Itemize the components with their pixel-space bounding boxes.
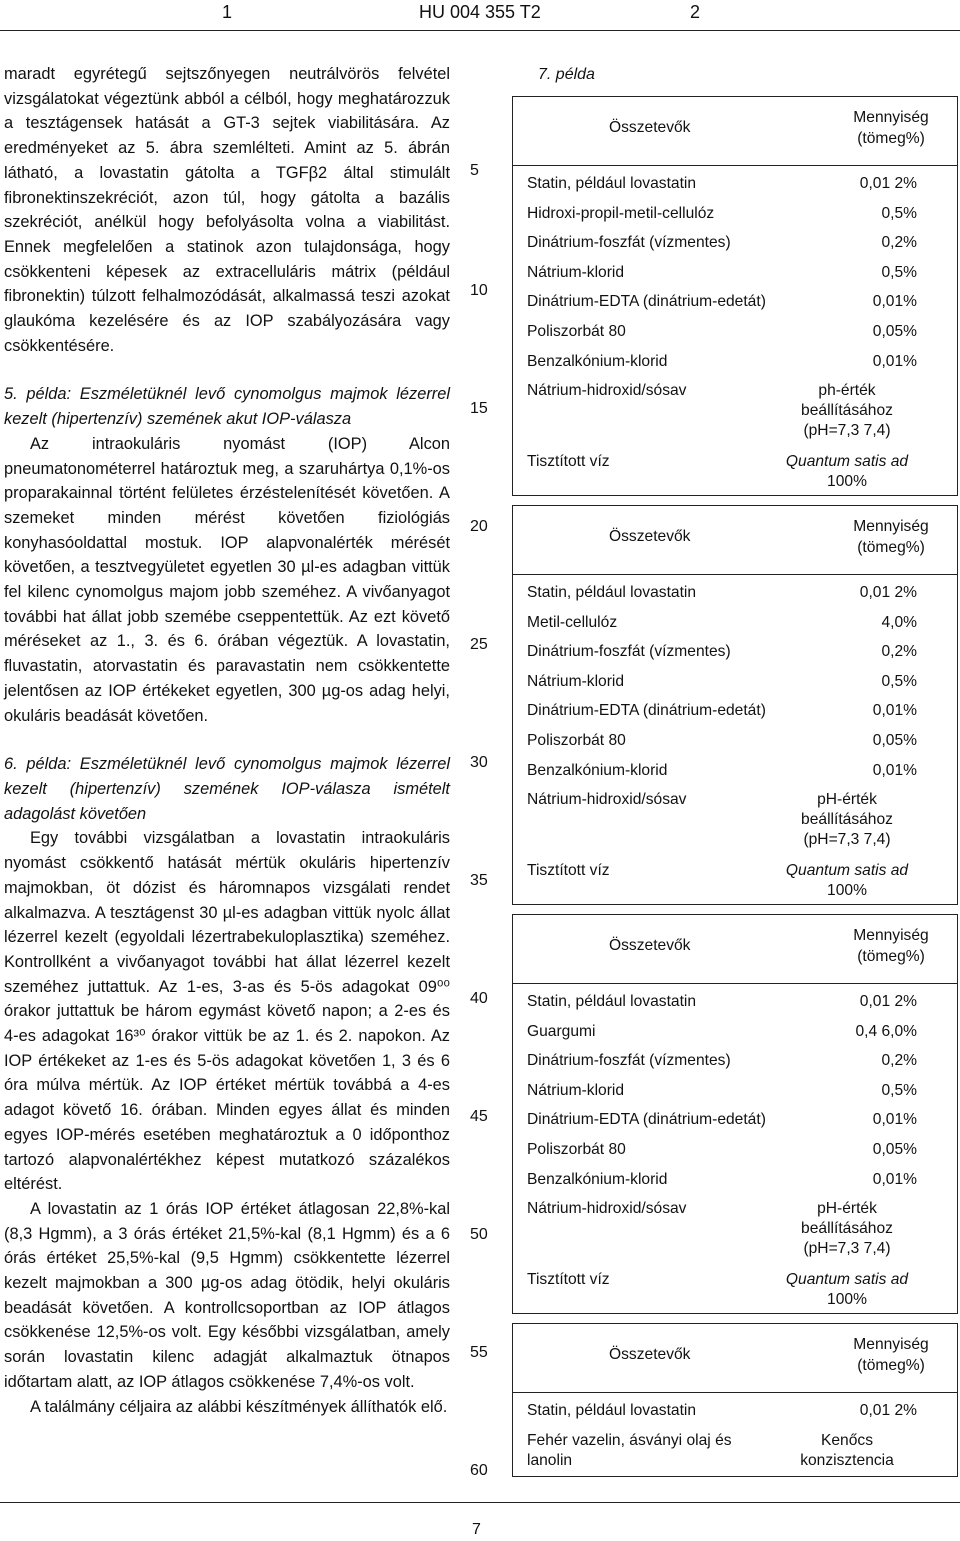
- header-rule: [0, 30, 960, 31]
- ingredient-value: 0,01 2%: [859, 584, 917, 601]
- line-number: 20: [470, 518, 488, 535]
- ingredient-value: 0,2%: [881, 643, 917, 661]
- line-number: 40: [470, 990, 488, 1007]
- ingredient-value: [777, 790, 917, 850]
- header-quantity: [831, 1334, 951, 1376]
- ingredient-name: Statin, például lovastatin: [527, 584, 697, 601]
- paragraph-intro: maradt egyrétegű sejtszőnyegen neutrálvörös felvétel vizsgálatokat végeztünk abból a célból, hogy meghatározzuk a tesztágensek hatását a GT-3 sejtek viabilitására. Az eredményeket az 5. ábra szemlélteti. Amint az 5. ábrán látható, a lovastatin gátolta a TGFβ2 által stimulált fibronektinszekréciót, azon túl, hogy gátolta a bazális szekréciót, anélkül hogy befolyásolta volna a viabilitást. Ennek megfelelően a statinok azon tulajdonsága, hogy csökkenteni képesek az extracelluláris mátrix (például fibronektin) túlzott felhalmozódását, alkalmassá teszi azokat glaukóma kezelésére és az IOP szabályozására vagy csökkentésére.: [4, 65, 450, 355]
- table-row: [513, 1170, 957, 1200]
- paragraph-results: A lovastatin az 1 órás IOP értéket átlagosan 22,8%-kal (8,3 Hgmm), a 3 órás értéket 21,5%-kal (8,1 Hgmm) és a 6 órás értéket 25,5%-kal (9,5 Hgmm) csökkentette lézerrel kezelt majmokban a 300 µg-os adag ötödik, helyi okuláris beadását követően. A kontrollcsoportban az IOP átlagos csökkenése 12,5%-os volt. Egy későbbi vizsgálatban, amely során lovastatin kilenc adagját alkalmaztuk ötnapos időtartam alatt, az IOP átlagos csökkenése 7,4%-os volt.: [4, 1199, 450, 1391]
- line-number: 30: [470, 754, 488, 771]
- ingredient-name: Dinátrium-foszfát (vízmentes): [527, 234, 731, 252]
- ingredient-name: Dinátrium-EDTA (dinátrium-edetát): [527, 1111, 766, 1129]
- consistency-line-1: Kenőcs: [820, 1431, 873, 1449]
- qs-line-1: Quantum satis ad: [785, 453, 909, 471]
- ingredient-value: [777, 381, 917, 441]
- ingredient-name: Statin, például lovastatin: [527, 993, 697, 1010]
- header-quantity: [831, 107, 951, 149]
- line-number: 35: [470, 872, 488, 889]
- ingredient-value: 0,01%: [872, 1170, 917, 1188]
- ph-line-3: (pH=7,3 7,4): [803, 422, 891, 440]
- header-quantity: [831, 516, 951, 558]
- ingredient-name: Dinátrium-foszfát (vízmentes): [527, 1052, 731, 1070]
- heading-example-5: [4, 382, 450, 431]
- ingredient-name: Poliszorbát 80: [527, 1140, 626, 1158]
- ingredient-value: 0,05%: [872, 731, 917, 749]
- header-quantity-line1: Mennyiség: [853, 109, 929, 126]
- header-ingredients: Összetevők: [609, 937, 691, 954]
- ingredient-name: Poliszorbát 80: [527, 731, 626, 749]
- header-ingredients: Összetevők: [609, 528, 691, 545]
- ingredient-name: Metil-cellulóz: [527, 613, 618, 631]
- table-row: [513, 1199, 957, 1270]
- ingredient-name: Statin, például lovastatin: [527, 1402, 697, 1419]
- ingredient-value: 0,2%: [881, 234, 917, 252]
- paragraph-example-6: Egy további vizsgálatban a lovastatin intraokuláris nyomást csökkentő hatását mértük okuláris hipertenzív majmokban, öt dózist és háromnapos vizsgálati rendet alkalmazva. A tesztágenst 30 µl-es adagban vittük nyolc állat lézerrel kezelt (egyoldali lézertrabekuloplasztika) szeméhez. Kontrollként a vivőanyagot további hat állat lézerrel kezelt szeméhez juttattuk. Az 1-es, 3-as és 5-ös adagokat 09⁰⁰ órakor juttattuk be három egymást követő napon; a 2-es és 4-es adagokat 16³⁰ órakor vittük be az 1. és 2. napokon. Az IOP értékeket az 1-es és 5-ös adagokat követően 1, 3 és 6 óra múlva mértük. Az IOP értéket mértük továbbá a 4-es adagot követő 16. órában. Minden egyes állat és minden egyes IOP-mérés esetében meghatároztuk a 0 időponthoz tartozó alapvonalértékhez képest mutatkozó százalékos eltérést.: [4, 829, 450, 1194]
- ingredient-value: 0,5%: [881, 672, 917, 690]
- ingredient-name: Benzalkónium-klorid: [527, 761, 668, 779]
- ph-line-3: (pH=7,3 7,4): [803, 1240, 891, 1258]
- table-header: [513, 506, 957, 575]
- header-quantity: [831, 925, 951, 967]
- table-row: [513, 992, 957, 1022]
- header-quantity-line2: (tömeg%): [857, 948, 925, 965]
- heading-example-6: [4, 752, 450, 826]
- table-row: [513, 1401, 957, 1431]
- example-7-title: 7. példa: [538, 66, 595, 83]
- ph-line-3: (pH=7,3 7,4): [803, 831, 891, 849]
- ingredient-name: Fehér vazelin, ásványi olaj és lanolin: [527, 1431, 732, 1469]
- ingredient-value: [777, 452, 917, 492]
- ingredient-value: 0,01%: [872, 761, 917, 779]
- page-number-footer: 7: [472, 1521, 481, 1538]
- ingredient-name: Tisztított víz: [527, 453, 610, 471]
- table-row: [513, 1140, 957, 1170]
- footer-rule: [0, 1502, 960, 1503]
- header-quantity-line1: Mennyiség: [853, 1336, 929, 1353]
- ingredient-value: [777, 1431, 917, 1471]
- qs-line-1: Quantum satis ad: [785, 862, 909, 880]
- table-row: [513, 292, 957, 322]
- header-quantity-line1: Mennyiség: [853, 927, 929, 944]
- line-number: 15: [470, 400, 488, 417]
- ingredient-name: Benzalkónium-klorid: [527, 1170, 668, 1188]
- formulation-table-2: [512, 505, 958, 905]
- page-header: [0, 0, 960, 30]
- table-row: [513, 452, 957, 496]
- heading-example-5-text: 5. példa: Eszméletüknél levő cynomolgus majmok lézerrel kezelt (hipertenzív) szemének akut IOP-válasza: [4, 385, 450, 429]
- table-header: [513, 1324, 957, 1393]
- table-row: [513, 861, 957, 905]
- table-row: [513, 1270, 957, 1314]
- ingredient-name: Statin, például lovastatin: [527, 175, 697, 192]
- ingredient-value: 0,5%: [881, 263, 917, 281]
- header-quantity-line2: (tömeg%): [857, 539, 925, 556]
- line-number: 10: [470, 282, 488, 299]
- table-row: [513, 583, 957, 613]
- line-number: 55: [470, 1344, 488, 1361]
- ingredient-value: 0,01 2%: [859, 993, 917, 1010]
- document-id: HU 004 355 T2: [419, 2, 541, 22]
- ingredient-value: 4,0%: [881, 613, 917, 631]
- ph-line-2: beállításához: [801, 811, 893, 829]
- table-row: [513, 672, 957, 702]
- ingredient-name: Poliszorbát 80: [527, 322, 626, 340]
- header-ingredients: Összetevők: [609, 1346, 691, 1363]
- page-number-left: 1: [222, 2, 233, 22]
- qs-line-2: 100%: [827, 473, 867, 491]
- header-quantity-line2: (tömeg%): [857, 1357, 925, 1374]
- ingredient-name: Tisztított víz: [527, 1271, 610, 1289]
- table-row: [513, 381, 957, 452]
- header-ingredients: Összetevők: [609, 119, 691, 136]
- ingredient-name: Guargumi: [527, 1022, 596, 1040]
- ingredient-value: 0,5%: [881, 1081, 917, 1099]
- ph-line-1: pH-érték: [817, 791, 877, 809]
- table-row: [513, 352, 957, 382]
- ingredient-value: 0,5%: [881, 204, 917, 222]
- qs-line-2: 100%: [827, 1291, 867, 1309]
- formulation-table-3: [512, 914, 958, 1314]
- ingredient-value: 0,01 2%: [859, 175, 917, 192]
- ingredient-name: Hidroxi-propil-metil-cellulóz: [527, 204, 715, 222]
- ingredient-value: [777, 1270, 917, 1310]
- line-number: 50: [470, 1226, 488, 1243]
- ingredient-value: [777, 861, 917, 901]
- ingredient-name: Dinátrium-EDTA (dinátrium-edetát): [527, 702, 766, 720]
- formulation-table-4: [512, 1323, 958, 1477]
- table-header: [513, 97, 957, 166]
- table-row: [513, 322, 957, 352]
- ingredient-value: 0,2%: [881, 1052, 917, 1070]
- table-row: [513, 1022, 957, 1052]
- ingredient-value: 0,05%: [872, 1140, 917, 1158]
- ph-line-1: pH-érték: [817, 1200, 877, 1218]
- ingredient-name: Nátrium-klorid: [527, 263, 625, 281]
- ingredient-name: Nátrium-hidroxid/sósav: [527, 382, 687, 400]
- ingredient-value: 0,4 6,0%: [855, 1022, 917, 1040]
- table-row: [513, 790, 957, 861]
- ingredient-name: Nátrium-hidroxid/sósav: [527, 1200, 687, 1218]
- ingredient-value: 0,01%: [872, 1111, 917, 1129]
- qs-line-2: 100%: [827, 882, 867, 900]
- table-row: [513, 761, 957, 791]
- ingredient-name: Nátrium-klorid: [527, 1081, 625, 1099]
- table-row: [513, 731, 957, 761]
- ingredient-value: 0,05%: [872, 322, 917, 340]
- ingredient-name: Nátrium-klorid: [527, 672, 625, 690]
- page-number-right: 2: [690, 2, 701, 22]
- header-quantity-line1: Mennyiség: [853, 518, 929, 535]
- line-number: 5: [470, 162, 479, 179]
- header-quantity-line2: (tömeg%): [857, 130, 925, 147]
- table-row: [513, 701, 957, 731]
- ph-line-2: beállításához: [801, 1220, 893, 1238]
- table-row: [513, 263, 957, 293]
- ingredient-value: [777, 1199, 917, 1259]
- paragraph-example-5: Az intraokuláris nyomást (IOP) Alcon pneumatonométerrel határoztuk meg, a szaruhártya 0,1%-os proparakainnal történt felületes érzéstelenítését követően. A szemeket minden mérést követően fiziológiás konyhasóoldattal mostuk. IOP alapvonalérték mérését követően, a tesztvegyületet egyetlen 30 µl-es adagban vittük fel kilenc cynomolgus majom jobb szeméhez. A vivőanyagot további hat állat jobb szemébe cseppentettük. Az ezt követő méréseket az 1., 3. és 6. órában végeztük. A lovastatin, fluvastatin, atorvastatin és paravastatin nem csökkentette jelentősen az IOP értékeket egyetlen, 300 µg-os adag helyi, okuláris beadását követően.: [4, 434, 450, 725]
- left-column: [4, 62, 450, 1419]
- table-row: [513, 1110, 957, 1140]
- ingredient-value: 0,01%: [872, 702, 917, 720]
- heading-example-6-text: 6. példa: Eszméletüknél levő cynomolgus majmok lézerrel kezelt (hipertenzív) szemének IOP-válasza ismételt adagolást követően: [4, 755, 450, 823]
- table-row: [513, 204, 957, 234]
- table-row: [513, 613, 957, 643]
- table-row: [513, 174, 957, 204]
- paragraph-closing: A találmány céljaira az alábbi készítmények állíthatók elő.: [30, 1397, 448, 1416]
- line-number: 25: [470, 636, 488, 653]
- table-row: [513, 233, 957, 263]
- line-number: 45: [470, 1108, 488, 1125]
- ingredient-name: Nátrium-hidroxid/sósav: [527, 791, 687, 809]
- line-number: 60: [470, 1462, 488, 1479]
- ph-line-2: beállításához: [801, 402, 893, 420]
- table-row: [513, 1051, 957, 1081]
- ingredient-value: 0,01 2%: [859, 1402, 917, 1419]
- ingredient-name: Tisztított víz: [527, 862, 610, 880]
- qs-line-1: Quantum satis ad: [785, 1271, 909, 1289]
- ingredient-name: Dinátrium-EDTA (dinátrium-edetát): [527, 293, 766, 311]
- table-row: [513, 642, 957, 672]
- ingredient-value: 0,01%: [872, 352, 917, 370]
- table-row: [513, 1081, 957, 1111]
- consistency-line-2: konzisztencia: [800, 1451, 894, 1469]
- ingredient-name: Benzalkónium-klorid: [527, 352, 668, 370]
- ph-line-1: ph-érték: [818, 382, 876, 400]
- table-row: [513, 1431, 957, 1475]
- formulation-table-1: [512, 96, 958, 496]
- ingredient-value: 0,01%: [872, 293, 917, 311]
- table-header: [513, 915, 957, 984]
- ingredient-name: Dinátrium-foszfát (vízmentes): [527, 643, 731, 661]
